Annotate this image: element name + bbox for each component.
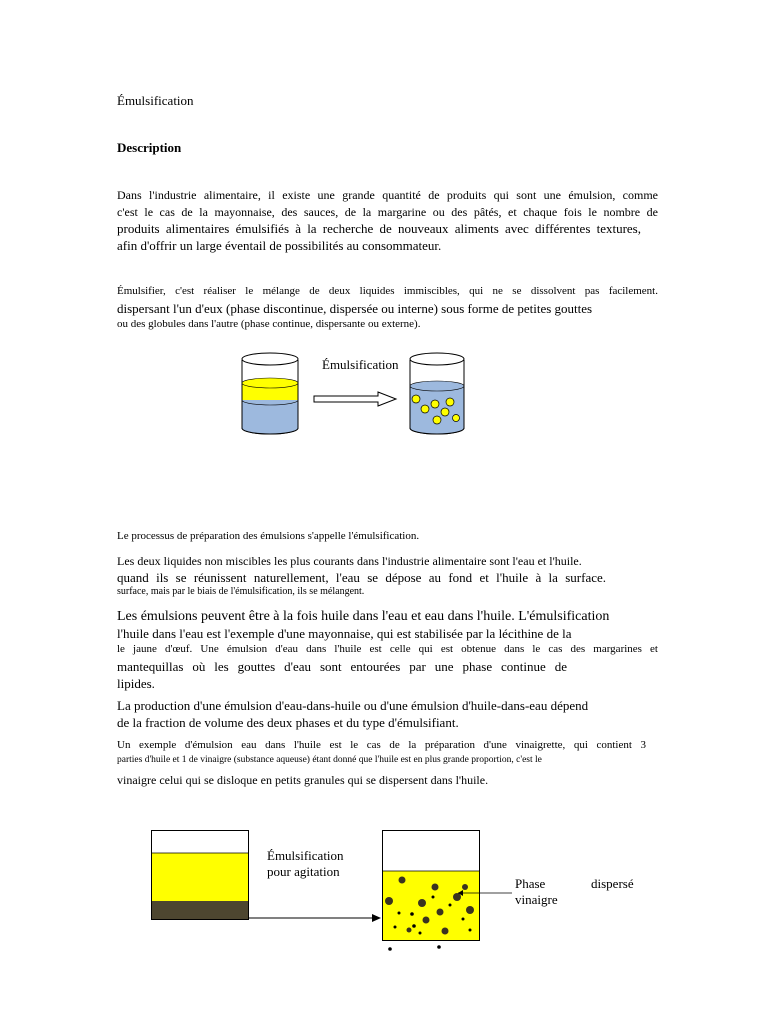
text-line: l'huile dans l'eau est l'exemple d'une mayonnaise, qui est stabilisée par la lécithine de la: [117, 626, 572, 641]
container-separated-icon: [152, 831, 249, 920]
text-line: afin d'offrir un large éventail de possibilités au consommateur.: [117, 238, 442, 253]
text-line: quand ils se réunissent naturellement, l'eau se dépose au fond et l'huile à la surface.: [117, 570, 606, 585]
text-line: Dans l'industrie alimentaire, il existe une grande quantité de produits qui sont une émulsion, comme: [117, 188, 658, 202]
text-line: produits alimentaires émulsifiés à la recherche de nouveaux aliments avec différentes textures,: [117, 221, 641, 236]
text-line: La production d'une émulsion d'eau-dans-huile ou d'une émulsion d'huile-dans-eau dépend: [117, 698, 589, 713]
text-line: surface, mais par le biais de l'émulsification, ils se mélangent.: [117, 586, 365, 597]
text-line: ou des globules dans l'autre (phase continue, dispersante ou externe).: [117, 318, 421, 330]
text-line: lipides.: [117, 676, 155, 691]
container-emulsion-icon: [383, 831, 480, 951]
phase-label-word3: vinaigre: [515, 892, 558, 907]
page-title: Émulsification: [117, 93, 194, 108]
phase-label-word2: dispersé: [591, 876, 634, 891]
text-line: Émulsifier, c'est réaliser le mélange de deux liquides immiscibles, qui ne se dissolvent pas facilement.: [117, 285, 658, 297]
figure2-label-line2: pour agitation: [267, 864, 340, 879]
text-line: mantequillas où les gouttes d'eau sont entourées par une phase continue de: [117, 659, 567, 674]
text-line: Un exemple d'émulsion eau dans l'huile est le cas de la préparation d'une vinaigrette, qui contient 3: [117, 739, 646, 751]
phase-label-word1: Phase: [515, 876, 546, 891]
text-line: de la fraction de volume des deux phases et du type d'émulsifiant.: [117, 715, 459, 730]
figure2-label-line1: Émulsification: [267, 848, 344, 863]
section-heading: Description: [117, 140, 182, 155]
text-line: c'est le cas de la mayonnaise, des sauces, de la margarine ou des pâtés, et chaque fois le nombre de: [117, 205, 658, 219]
text-line: Les deux liquides non miscibles les plus courants dans l'industrie alimentaire sont l'eau et l'huile.: [117, 554, 582, 568]
figure1-label: Émulsification: [322, 357, 399, 372]
arrow-icon: [249, 914, 381, 922]
paragraph-process: Le processus de préparation des émulsions s'appelle l'émulsification.: [117, 530, 420, 542]
text-line: le jaune d'œuf. Une émulsion d'eau dans l'huile est celle qui est obtenue dans le cas des margarines et: [117, 643, 658, 655]
text-line: parties d'huile et 1 de vinaigre (substance aqueuse) étant donné que l'huile est en plus grande proportion, c'est le: [117, 755, 542, 765]
text-line: Les émulsions peuvent être à la fois huile dans l'eau et eau dans l'huile. L'émulsification: [117, 609, 610, 624]
text-line: vinaigre celui qui se disloque en petits granules qui se dispersent dans l'huile.: [117, 773, 489, 787]
text-line: dispersant l'un d'eux (phase discontinue, dispersée ou interne) sous forme de petites gouttes: [117, 301, 593, 316]
